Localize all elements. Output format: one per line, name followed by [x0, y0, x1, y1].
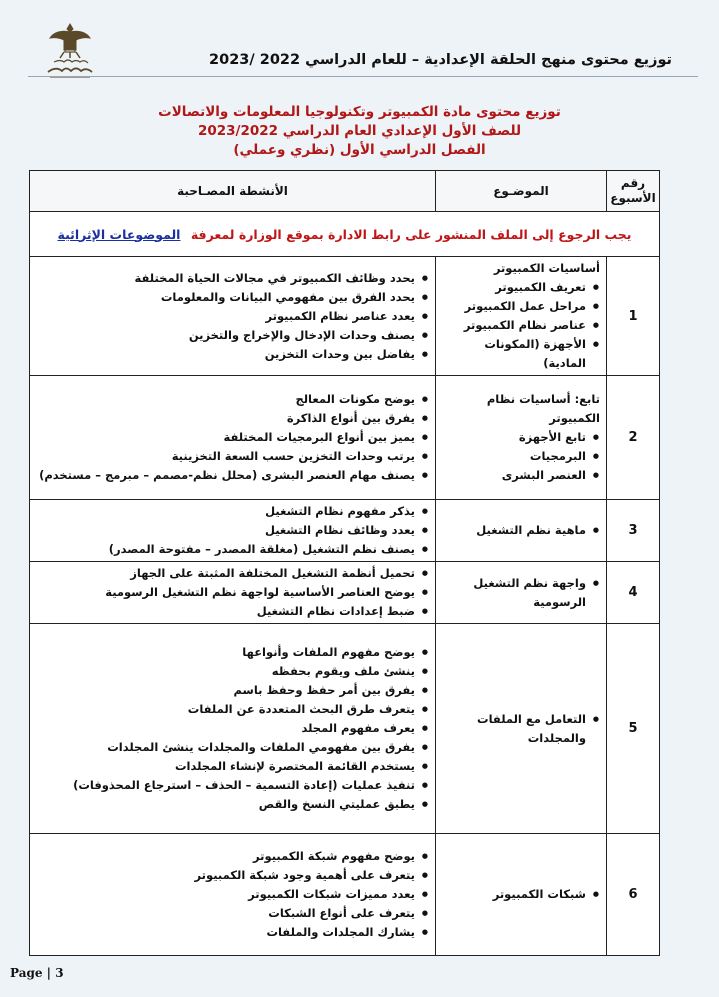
activity-item: ● يحدد وظائف الكمبيوتر في مجالات الحياة المختلفة [36, 269, 415, 288]
topic-item: ● عناصر نظام الكمبيوتر [442, 316, 586, 335]
activity-item: ● يعدد وظائف نظام التشغيل [36, 521, 415, 540]
page-number: 3 [55, 966, 64, 980]
topic-item: تابع: أساسيات نظام الكمبيوتر [486, 392, 600, 425]
activity-item: ● يميز بين أنواع البرمجيات المختلفة [36, 428, 415, 447]
activity-list [36, 847, 429, 942]
topic-item: ● مراحل عمل الكمبيوتر [442, 297, 586, 316]
activity-item: ● يفرق بين مفهومي الملفات والمجلدات ينشئ المجلدات [36, 738, 415, 757]
activity-item: ● ضبط إعدادات نظام التشغيل [36, 602, 415, 621]
header-divider [28, 76, 698, 77]
title-line-3: الفصل الدراسي الأول (نظري وعملي) [233, 142, 486, 158]
topic-item: ● التعامل مع الملفات والمجلدات [442, 710, 586, 748]
activity-item: ● يوضح مفهوم الملفات وأنواعها [36, 643, 415, 662]
activities-cell [30, 562, 436, 624]
table-row [30, 257, 660, 376]
activity-item: ● يستخدم القائمة المختصرة لإنشاء المجلدات [36, 757, 415, 776]
activity-item: ● ينشئ ملف ويقوم بحفظه [36, 662, 415, 681]
document-titles [0, 103, 719, 160]
activity-item: ● يرتب وحدات التخزين حسب السعة التخزينية [36, 447, 415, 466]
topic-item: ● ماهية نظم التشغيل [442, 521, 586, 540]
notice-text: يجب الرجوع إلى الملف المنشور على رابط الادارة بموقع الوزارة لمعرفة [190, 226, 632, 242]
topic-item: أساسيات الكمبيوتر [493, 261, 600, 275]
week-number: 3 [607, 500, 660, 562]
activity-item: ● يتعرف طرق البحث المتعددة عن الملفات [36, 700, 415, 719]
topic-item: ● تعريف الكمبيوتر [442, 278, 586, 297]
table-row [30, 500, 660, 562]
table-row [30, 624, 660, 834]
activity-item: ● يفاضل بين وحدات التخزين [36, 345, 415, 364]
activity-item: ● يفرق بين أمر حفظ وحفظ باسم [36, 681, 415, 700]
ministry-eagle-logo-icon [40, 20, 100, 82]
header-topic: الموضـوع [436, 171, 607, 212]
activity-list [36, 643, 429, 814]
topic-cell [436, 834, 607, 956]
activity-item: ● يتعرف على أهمية وجود شبكة الكمبيوتر [36, 866, 415, 885]
topic-list [442, 390, 600, 485]
activity-item: ● يطبق عمليتي النسخ والقص [36, 795, 415, 814]
table-header-row [30, 171, 660, 212]
page-footer [10, 966, 64, 980]
activity-item: ● يوضح مفهوم شبكة الكمبيوتر [36, 847, 415, 866]
page-header-title: توزيع محتوى منهج الحلقة الإعدادية – للعام الدراسي 2022 /2023 [209, 52, 672, 68]
topic-cell [436, 257, 607, 376]
table-row [30, 562, 660, 624]
activity-item: ● يعرف مفهوم المجلد [36, 719, 415, 738]
notice-row [30, 212, 660, 257]
topic-cell [436, 624, 607, 834]
activity-item: ● يصنف وحدات الإدخال والإخراج والتخزين [36, 326, 415, 345]
page-header [28, 18, 698, 88]
table-row [30, 834, 660, 956]
activity-list [36, 269, 429, 364]
activity-item: ● يذكر مفهوم نظام التشغيل [36, 502, 415, 521]
activity-list [36, 390, 429, 485]
week-number: 6 [607, 834, 660, 956]
activity-item: ● تنفيذ عمليات (إعادة التسمية – الحذف – استرجاع المحذوفات) [36, 776, 415, 795]
curriculum-table [29, 170, 660, 956]
activity-item: ● يفرق بين أنواع الذاكرة [36, 409, 415, 428]
activities-cell [30, 257, 436, 376]
header-activities: الأنشطة المصـاحبة [30, 171, 436, 212]
footer-label: Page | [10, 966, 52, 980]
topic-list [442, 574, 600, 612]
header-week: رقم الأسبوع [607, 171, 660, 212]
notice-cell [30, 212, 660, 257]
activity-item: ● يشارك المجلدات والملفات [36, 923, 415, 942]
topic-cell [436, 376, 607, 500]
week-number: 2 [607, 376, 660, 500]
activity-item: ● تحميل أنظمة التشغيل المختلفة المثبتة على الجهاز [36, 564, 415, 583]
activity-list [36, 502, 429, 559]
topic-item: ● البرمجيات [442, 447, 586, 466]
activities-cell [30, 500, 436, 562]
topic-item: ● واجهة نظم التشغيل الرسومية [442, 574, 586, 612]
activity-item: ● يعدد مميزات شبكات الكمبيوتر [36, 885, 415, 904]
activity-item: ● يوضح مكونات المعالج [36, 390, 415, 409]
table-row [30, 376, 660, 500]
week-number: 5 [607, 624, 660, 834]
topic-cell [436, 562, 607, 624]
activities-cell [30, 624, 436, 834]
activity-item: ● يتعرف على أنواع الشبكات [36, 904, 415, 923]
activity-list [36, 564, 429, 621]
topic-list [442, 885, 600, 904]
topic-item: ● العنصر البشرى [442, 466, 586, 485]
activity-item: ● يصنف مهام العنصر البشرى (محلل نظم-مصمم – مبرمج – مستخدم) [36, 466, 415, 485]
activities-cell [30, 834, 436, 956]
activity-item: ● يعدد عناصر نظام الكمبيوتر [36, 307, 415, 326]
week-number: 4 [607, 562, 660, 624]
topic-list [442, 710, 600, 748]
activity-item: ● يصنف نظم التشغيل (مغلقة المصدر – مفتوحة المصدر) [36, 540, 415, 559]
topic-item: ● الأجهزة (المكونات المادية) [442, 335, 586, 373]
activities-cell [30, 376, 436, 500]
topic-item: ● تابع الأجهزة [442, 428, 586, 447]
activity-item: ● يوضح العناصر الأساسية لواجهة نظم التشغيل الرسومية [36, 583, 415, 602]
activity-item: ● يحدد الفرق بين مفهومي البيانات والمعلومات [36, 288, 415, 307]
enrichment-topics-link[interactable]: الموضوعات الإثرائية [57, 226, 181, 242]
topic-item: ● شبكات الكمبيوتر [442, 885, 586, 904]
week-number: 1 [607, 257, 660, 376]
topic-cell [436, 500, 607, 562]
topic-list [442, 521, 600, 540]
title-line-2: للصف الأول الإعدادي العام الدراسي 2023/2022 [197, 123, 522, 139]
topic-list [442, 259, 600, 373]
title-line-1: توزيع محتوى مادة الكمبيوتر وتكنولوجيا المعلومات والاتصالات [158, 104, 561, 120]
